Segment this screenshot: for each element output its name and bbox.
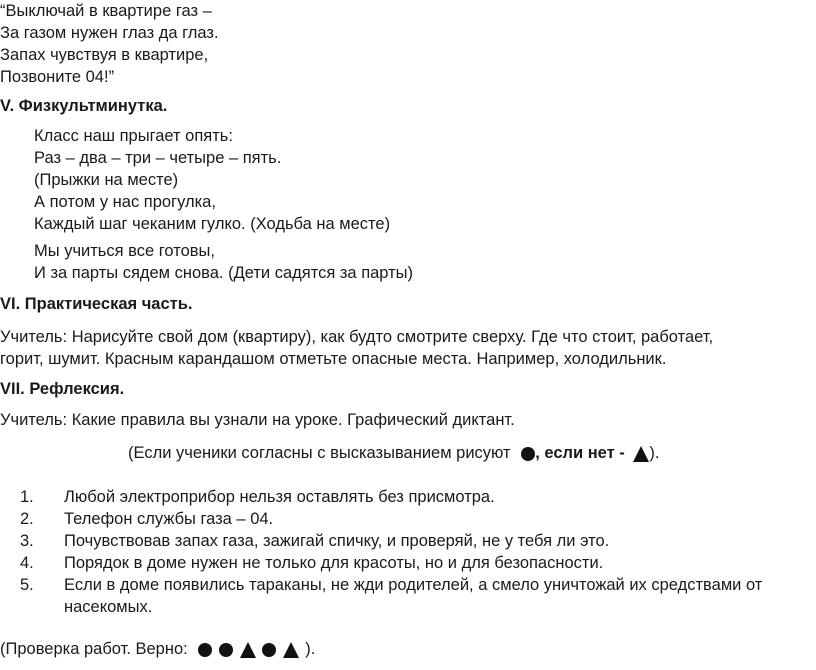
list-item: 5. Если в доме появились тараканы, не жди родителей, а смело уничтожай их средствами от насекомых.	[20, 576, 763, 616]
dictation-list	[0, 486, 816, 618]
poem-line: За газом нужен глаз да глаз.	[0, 24, 219, 42]
section-6-heading: VI. Практическая часть.	[0, 295, 193, 313]
stanza-line: Класс наш прыгает опять:	[34, 127, 233, 145]
answer-sequence	[198, 640, 305, 658]
list-item: 4. Порядок в доме нужен не только для красоты, но и для безопасности.	[20, 554, 604, 572]
stanza-line: (Прыжки на месте)	[34, 171, 179, 189]
stanza-line: Каждый шаг чеканим гулко. (Ходьба на месте)	[34, 215, 391, 233]
section-6-text: Учитель: Нарисуйте свой дом (квартиру), как будто смотрите сверху. Где что стоит, работает, горит, шумит. Красным карандашом отметьте опасные места. Например, холодильник.	[0, 328, 714, 368]
section-5-heading: V. Физкультминутка.	[0, 97, 168, 115]
triangle-icon	[633, 446, 649, 462]
stanza-line: Раз – два – три – четыре – пять.	[34, 149, 282, 167]
exercise-stanza-2	[0, 240, 816, 284]
circle-icon	[521, 447, 535, 461]
stanza-line: И за парты сядем снова. (Дети садятся за парты)	[34, 264, 414, 282]
poem-line: “Выключай в квартире газ –	[0, 2, 212, 20]
dictation-instruction: (Если ученики согласны с высказыванием рисуют , если нет - ).	[128, 444, 660, 462]
stanza-line: А потом у нас прогулка,	[34, 193, 216, 211]
list-item: 2. Телефон службы газа – 04.	[20, 510, 274, 528]
triangle-icon	[283, 642, 299, 658]
poem-block	[0, 0, 816, 88]
list-item: 3. Почувствовав запах газа, зажигай спичку, и проверяй, не у тебя ли это.	[20, 532, 610, 550]
check-line: (Проверка работ. Верно: ).	[0, 640, 316, 658]
triangle-icon	[240, 642, 256, 658]
section-7-heading: VII. Рефлексия.	[0, 380, 125, 398]
poem-line: Позвоните 04!”	[0, 68, 115, 86]
circle-icon	[262, 643, 276, 657]
list-item: 1. Любой электроприбор нельзя оставлять без присмотра.	[20, 488, 495, 506]
poem-line: Запах чувствуя в квартире,	[0, 46, 209, 64]
section-7-text: Учитель: Какие правила вы узнали на уроке. Графический диктант.	[0, 411, 515, 429]
stanza-line: Мы учиться все готовы,	[34, 242, 215, 260]
circle-icon	[219, 643, 233, 657]
exercise-stanza-1	[0, 125, 816, 235]
circle-icon	[198, 643, 212, 657]
